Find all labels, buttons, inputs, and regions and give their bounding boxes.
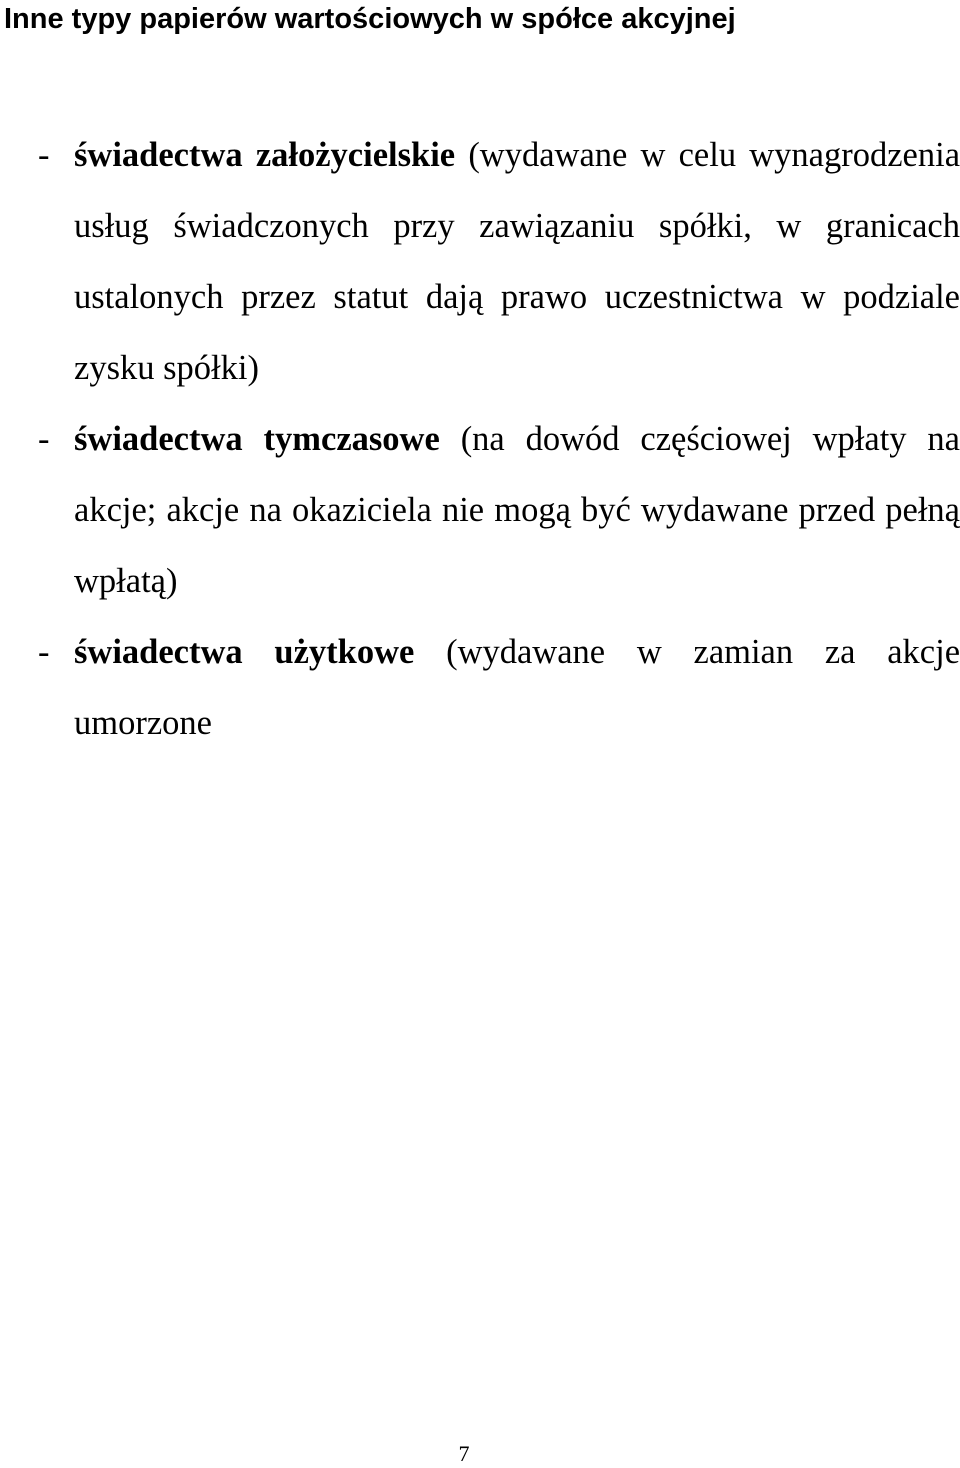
description-temporary-certificates: (na dowód częściowej wpłaty na akcje; akcje na okaziciela nie mogą być wydawane przed pełną wpłatą) (74, 420, 960, 600)
list-bullet: - (38, 633, 50, 671)
term-temporary-certificates: świadectwa tymczasowe (74, 420, 440, 458)
description-founders-certificates: (wydawane w celu wynagrodzenia usług świadczonych przy zawiązaniu spółki, w granicach ustalonych przez statut dają prawo uczestnictwa w podziale zysku spółki) (74, 136, 960, 387)
term-usage-certificates: świadectwa użytkowe (74, 633, 415, 671)
page-number: 7 (458, 1441, 470, 1466)
list-bullet: - (38, 420, 50, 458)
securities-list (0, 120, 960, 759)
list-item-temporary-certificates (0, 404, 960, 617)
list-bullet: - (38, 136, 50, 174)
page-title: Inne typy papierów wartościowych w spółce akcyjnej (4, 3, 736, 35)
description-usage-certificates: (wydawane w zamian za akcje umorzone (74, 633, 960, 742)
list-item-usage-certificates (0, 617, 960, 759)
term-founders-certificates: świadectwa założycielskie (74, 136, 456, 174)
list-item-founders-certificates (0, 120, 960, 404)
